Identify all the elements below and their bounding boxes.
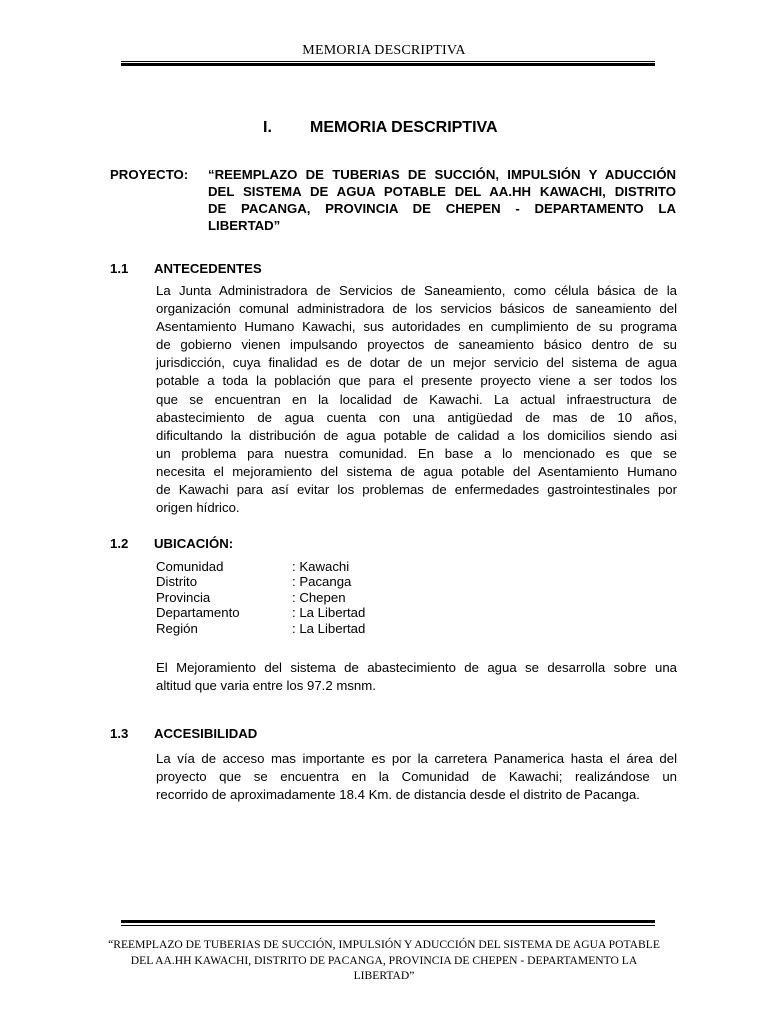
paragraph-line: dificultando la distribución de agua potable de calidad a los domicilios siendo asi <box>156 427 677 443</box>
paragraph-line: un problema para nuestra comunidad. En base a lo mencionado es que se <box>156 445 677 461</box>
project-line: DEL SISTEMA DE AGUA POTABLE DEL AA.HH KAWACHI, DISTRITO <box>208 184 676 199</box>
footer-rule-thin <box>121 925 655 926</box>
location-value: : Kawachi <box>292 559 350 574</box>
section-heading-antecedentes <box>110 261 262 276</box>
paragraph-line: La vía de acceso mas importante es por la carretera Panamerica hasta el área del <box>156 751 677 766</box>
section-number: 1.1 <box>110 261 129 276</box>
location-value: : Pacanga <box>292 574 352 590</box>
paragraph-line: Asentamiento Humano Kawachi, sus autoridades en cumplimiento de su programa <box>156 319 677 335</box>
paragraph-line: de gobierno vienen impulsando proyectos de saneamiento básico dentro de su <box>156 337 677 353</box>
accesibilidad-paragraph <box>156 750 677 804</box>
paragraph-line: El Mejoramiento del sistema de abastecimiento de agua se desarrolla sobre una <box>156 660 677 675</box>
project-line: LIBERTAD” <box>208 218 281 233</box>
paragraph-line: organización comunal administradora de los servicios básicos de saneamiento del <box>156 301 677 317</box>
paragraph-line: origen hídrico. <box>156 500 240 516</box>
location-row <box>156 621 365 636</box>
location-value: : Chepen <box>292 589 346 605</box>
section-number: 1.3 <box>110 726 129 741</box>
running-header: MEMORIA DESCRIPTIVA <box>302 43 466 58</box>
section-heading-ubicacion <box>110 536 233 551</box>
section-title: UBICACIÓN: <box>154 536 234 551</box>
location-row <box>156 605 365 620</box>
location-key: Región <box>156 620 198 636</box>
project-line: “REEMPLAZO DE TUBERIAS DE SUCCIÓN, IMPULSIÓN Y ADUCCIÓN <box>208 167 676 182</box>
footer-line: LIBERTAD” <box>353 969 415 982</box>
section-title: ACCESIBILIDAD <box>154 726 258 741</box>
title-text: MEMORIA DESCRIPTIVA <box>310 119 498 136</box>
section-heading-accesibilidad <box>110 726 257 741</box>
location-value: : La Libertad <box>292 605 366 621</box>
location-key: Distrito <box>156 574 198 590</box>
location-row <box>156 590 365 605</box>
paragraph-line: necesita el mejoramiento del sistema de agua potable del Asentamiento Humano <box>156 463 677 479</box>
footer-line: “REEMPLAZO DE TUBERIAS DE SUCCIÓN, IMPULSIÓN Y ADUCCIÓN DEL SISTEMA DE AGUA POTABLE <box>108 938 660 951</box>
header-rule-thin <box>121 61 655 62</box>
location-row <box>156 574 365 589</box>
paragraph-line: de Kawachi para así evitar los problemas de enfermedades gastrointestinales por <box>156 482 677 498</box>
location-list <box>156 559 365 636</box>
header-rule-thick <box>121 63 655 66</box>
location-key: Provincia <box>156 589 211 605</box>
page-title <box>263 119 498 137</box>
paragraph-line: que se encuentran en la localidad de Kawachi. La actual infraestructura de <box>156 391 677 407</box>
paragraph-line: altitud que varia entre los 97.2 msnm. <box>156 678 376 694</box>
project-block <box>110 166 676 234</box>
location-row <box>156 559 365 574</box>
project-line: DE PACANGA, PROVINCIA DE CHEPEN - DEPARTAMENTO LA <box>208 201 676 216</box>
running-footer <box>0 937 768 984</box>
paragraph-line: recorrido de aproximadamente 18.4 Km. de distancia desde el distrito de Pacanga. <box>156 787 640 803</box>
paragraph-line: proyecto que se encuentra en la Comunidad de Kawachi; realizándose un <box>156 769 677 785</box>
project-label: PROYECTO: <box>110 167 189 182</box>
altitude-paragraph <box>156 659 677 695</box>
antecedentes-paragraph <box>156 282 677 517</box>
location-value: : La Libertad <box>292 620 366 636</box>
location-key: Comunidad <box>156 559 224 574</box>
footer-rule-thick <box>121 920 655 923</box>
paragraph-line: abastecimiento de agua cuenta con una antigüedad de mas de 10 años, <box>156 409 677 425</box>
title-number: I. <box>263 119 272 136</box>
footer-line: DEL AA.HH KAWACHI, DISTRITO DE PACANGA, PROVINCIA DE CHEPEN - DEPARTAMENTO LA <box>130 953 638 967</box>
paragraph-line: La Junta Administradora de Servicios de Saneamiento, como célula básica de la <box>156 283 677 298</box>
project-title <box>208 166 676 234</box>
paragraph-line: jurisdicción, cuya finalidad es de dotar de un mejor servicio del sistema de agua <box>156 355 677 371</box>
section-number: 1.2 <box>110 536 129 551</box>
paragraph-line: potable a toda la población que para el presente proyecto viene a ser todos los <box>156 373 677 389</box>
section-title: ANTECEDENTES <box>154 261 262 276</box>
location-key: Departamento <box>156 605 240 621</box>
